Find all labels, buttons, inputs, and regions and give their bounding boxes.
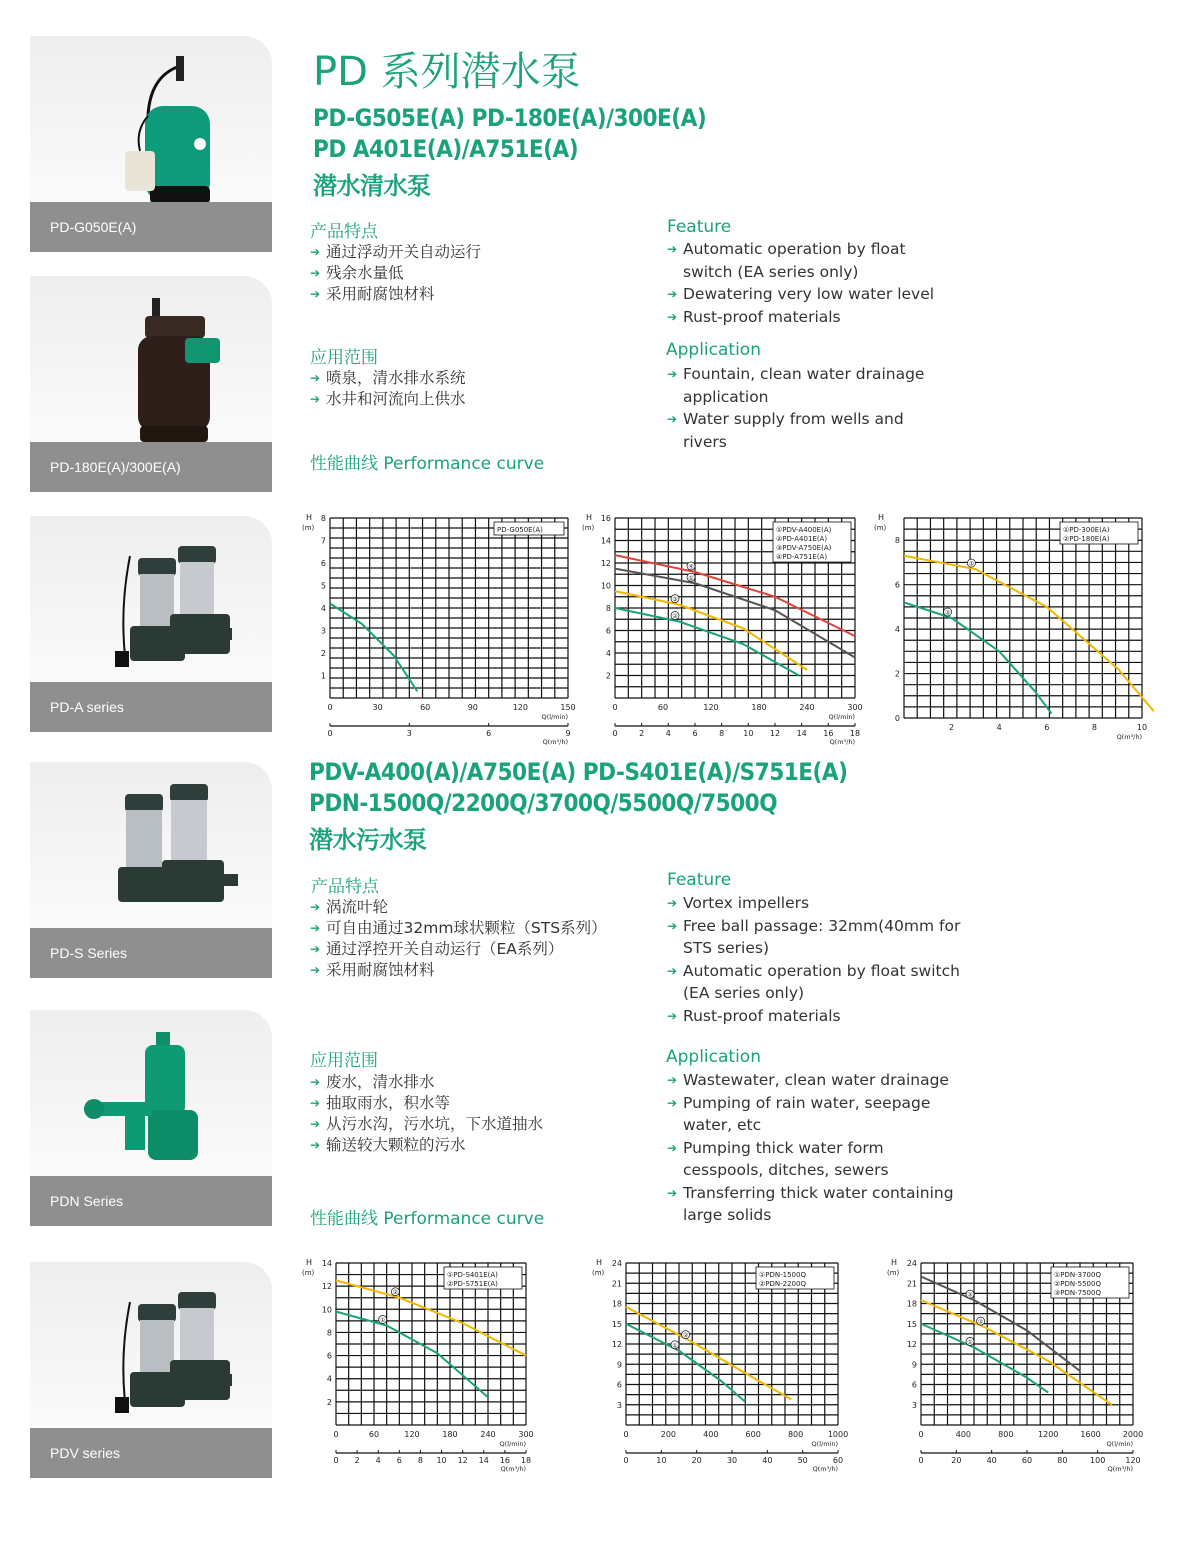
- x2-tick-label: 12: [457, 1456, 468, 1465]
- x2-tick-label: 12: [769, 729, 781, 738]
- y-tick-label: 9: [616, 1360, 622, 1370]
- product-card-label: PD-S Series: [30, 928, 272, 978]
- y-tick-label: 15: [611, 1319, 622, 1329]
- series-label: ③: [672, 596, 678, 604]
- y-tick-label: 6: [320, 559, 326, 568]
- y-tick-label: 6: [616, 1380, 622, 1390]
- x-axis-label: Q(l/min): [541, 713, 568, 721]
- x2-tick-label: 16: [499, 1456, 510, 1465]
- x2-tick-label: 2: [354, 1456, 360, 1465]
- product-card-pd-180e: [30, 276, 272, 492]
- y-tick-label: 7: [320, 536, 326, 546]
- x-axis-label: Q(l/min): [1106, 1440, 1133, 1448]
- x2-tick-label: 10: [436, 1456, 447, 1465]
- section2-feature-en-list: [667, 892, 977, 1027]
- pump-float-teal-icon: [30, 36, 272, 202]
- x-tick-label: 2: [949, 723, 955, 732]
- x-tick-label: 400: [703, 1430, 719, 1439]
- x-tick-label: 1600: [1080, 1430, 1101, 1439]
- chart-pd-180e-300e: [872, 510, 1147, 754]
- product-card-label: PD-180E(A)/300E(A): [30, 442, 272, 492]
- chart-svg: [590, 1255, 855, 1480]
- y-axis-unit: (m): [302, 1269, 315, 1277]
- x-tick-label: 0: [918, 1430, 924, 1439]
- series-label: ②: [977, 1318, 984, 1326]
- series-label: ④: [688, 563, 694, 571]
- x2-tick-label: 4: [665, 729, 671, 738]
- section1-feature-en-heading: Feature: [667, 217, 732, 237]
- section1-curve-heading: 性能曲线 Performance curve: [310, 454, 545, 474]
- list-item: ➔ 涡流叶轮: [310, 897, 607, 918]
- list-item: ➔ Pumping of rain water, seepage water, etc: [667, 1092, 957, 1137]
- x2-axis-label: Q(m³/h): [542, 738, 568, 746]
- x2-tick-label: 0: [612, 729, 618, 738]
- x2-tick-label: 4: [375, 1456, 381, 1465]
- legend-entry: ②PDN-5500Q: [1054, 1280, 1101, 1288]
- list-item: ➔ Wastewater, clean water drainage: [667, 1069, 957, 1092]
- list-item: ➔ Rust-proof materials: [667, 306, 937, 329]
- list-item: ➔ 喷泉，清水排水系统: [310, 368, 466, 389]
- list-item: ➔ Transferring thick water containing large solids: [667, 1182, 957, 1227]
- y-axis-unit: (m): [302, 524, 315, 532]
- section2-feature-cn-list: [310, 897, 607, 981]
- pump-pair-steel-icon: [30, 762, 272, 928]
- x-tick-label: 8: [1091, 723, 1097, 732]
- legend-entry: ③PDN-7500Q: [1054, 1289, 1101, 1297]
- legend-entry: ③PDV-A750E(A): [776, 544, 832, 552]
- product-card-label: PDV series: [30, 1428, 272, 1478]
- y-axis-label: H: [306, 513, 313, 522]
- list-item: ➔ 水井和河流向上供水: [310, 389, 466, 410]
- y-tick-label: 6: [894, 580, 900, 590]
- y-tick-label: 12: [321, 1282, 332, 1292]
- series-label: ②: [672, 613, 678, 620]
- x-tick-label: 30: [372, 703, 383, 712]
- x2-tick-label: 16: [823, 729, 834, 738]
- list-item: ➔ Water supply from wells and rivers: [667, 408, 937, 453]
- x2-tick-label: 60: [1021, 1456, 1033, 1465]
- series-label: ②: [682, 1332, 689, 1340]
- y-tick-label: 8: [326, 1328, 332, 1338]
- legend-entry: ①PD-300E(A): [1063, 526, 1110, 534]
- y-axis-unit: (m): [592, 1269, 605, 1277]
- x2-tick-label: 60: [832, 1456, 844, 1465]
- legend-entry: ①PDN-1500Q: [759, 1271, 806, 1279]
- x-tick-label: 200: [660, 1430, 677, 1439]
- x-tick-label: 240: [480, 1430, 496, 1439]
- y-tick-label: 14: [321, 1259, 332, 1268]
- y-tick-label: 2: [894, 669, 900, 679]
- list-item: ➔ Free ball passage: 32mm(40mm for STS series): [667, 915, 977, 960]
- y-tick-label: 3: [911, 1400, 917, 1410]
- list-item: ➔ Automatic operation by float switch (EA series only): [667, 960, 977, 1005]
- section2-model-line-1: PDV-A400(A)/A750E(A) PD-S401E(A)/S751E(A): [309, 758, 848, 786]
- x2-tick-label: 10: [656, 1456, 667, 1465]
- y-tick-label: 18: [906, 1299, 917, 1309]
- y-tick-label: 6: [326, 1351, 332, 1361]
- y-axis-label: H: [596, 1258, 603, 1267]
- x-tick-label: 0: [623, 1430, 629, 1439]
- x-tick-label: 300: [518, 1430, 534, 1439]
- y-tick-label: 4: [326, 1374, 332, 1384]
- y-tick-label: 9: [911, 1360, 917, 1370]
- x-axis-label: Q(m³/h): [1116, 733, 1142, 741]
- x2-axis-label: Q(m³/h): [1107, 1465, 1133, 1473]
- section1-feature-cn-list: [310, 242, 481, 305]
- series-label: ①: [968, 560, 975, 568]
- legend-entry: ①PD-S401E(A): [447, 1271, 498, 1279]
- x2-tick-label: 50: [797, 1456, 808, 1465]
- chart-pdn-3700-7500: [885, 1255, 1150, 1484]
- y-tick-label: 0: [894, 714, 900, 723]
- x2-tick-label: 20: [951, 1456, 962, 1465]
- chart-svg: [580, 510, 863, 750]
- x2-tick-label: 8: [719, 729, 725, 738]
- y-tick-label: 21: [611, 1279, 622, 1289]
- x-tick-label: 10: [1136, 723, 1148, 732]
- series-label: ①: [688, 574, 694, 582]
- x2-tick-label: 6: [486, 729, 492, 738]
- x2-tick-label: 0: [327, 729, 333, 738]
- y-tick-label: 8: [894, 536, 900, 546]
- page-title: PD 系列潜水泵: [313, 49, 581, 95]
- legend-entry: ①PDN-3700Q: [1054, 1271, 1101, 1279]
- y-tick-label: 12: [611, 1340, 622, 1349]
- pump-green-sewage-icon: [30, 1010, 272, 1176]
- y-tick-label: 3: [320, 626, 326, 636]
- x2-tick-label: 40: [986, 1456, 997, 1465]
- list-item: ➔ 采用耐腐蚀材料: [310, 284, 481, 305]
- section2-feature-cn-heading: 产品特点: [311, 877, 379, 897]
- list-item: ➔ 残余水量低: [310, 263, 481, 284]
- section1-feature-en-list: [667, 238, 937, 328]
- y-tick-label: 1: [320, 671, 326, 681]
- section2-model-line-3: 潜水污水泵: [309, 826, 427, 854]
- y-tick-label: 10: [600, 581, 611, 591]
- list-item: ➔ 通过浮控开关自动运行（EA系列）: [310, 939, 607, 960]
- legend-entry: ②PD-S751E(A): [447, 1280, 498, 1288]
- x2-tick-label: 0: [918, 1456, 924, 1465]
- x2-tick-label: 0: [333, 1456, 339, 1465]
- x2-axis-label: Q(m³/h): [829, 738, 855, 746]
- x2-tick-label: 0: [623, 1456, 629, 1465]
- x2-tick-label: 8: [417, 1456, 423, 1465]
- x-tick-label: 2000: [1122, 1430, 1144, 1439]
- y-tick-label: 12: [600, 559, 611, 568]
- y-tick-label: 14: [600, 536, 611, 546]
- section1-model-line-3: 潜水清水泵: [313, 172, 431, 200]
- legend-entry: ②PD-A401E(A): [776, 535, 828, 543]
- list-item: ➔ Rust-proof materials: [667, 1005, 977, 1028]
- x2-tick-label: 10: [743, 729, 754, 738]
- x-axis-label: Q(l/min): [499, 1440, 526, 1448]
- y-tick-label: 21: [906, 1279, 917, 1289]
- x2-tick-label: 18: [849, 729, 861, 738]
- x-tick-label: 0: [612, 703, 618, 712]
- y-tick-label: 6: [605, 626, 611, 636]
- product-card-label: PD-G050E(A): [30, 202, 272, 252]
- y-axis-unit: (m): [874, 524, 887, 532]
- x-tick-label: 0: [333, 1430, 339, 1439]
- list-item: ➔ Pumping thick water form cesspools, ditches, sewers: [667, 1137, 957, 1182]
- x-tick-label: 240: [799, 703, 815, 712]
- x-tick-label: 800: [787, 1430, 804, 1439]
- y-tick-label: 3: [616, 1400, 622, 1410]
- section1-model-line-2: PD A401E(A)/A751E(A): [313, 135, 579, 163]
- pump-pair-steel-icon: [30, 516, 272, 682]
- chart-svg: [300, 510, 575, 750]
- x2-tick-label: 9: [565, 729, 571, 738]
- x2-tick-label: 14: [478, 1456, 489, 1465]
- y-axis-unit: (m): [582, 524, 595, 532]
- x2-tick-label: 3: [406, 729, 412, 738]
- x-tick-label: 150: [560, 703, 576, 712]
- x-tick-label: 180: [751, 703, 767, 712]
- x2-tick-label: 40: [762, 1456, 773, 1465]
- series-label: ①: [672, 1342, 678, 1350]
- legend-entry: ①PDV-A400E(A): [776, 526, 832, 534]
- y-axis-label: H: [586, 513, 593, 522]
- x-axis-label: Q(l/min): [828, 713, 855, 721]
- x2-tick-label: 100: [1090, 1456, 1106, 1465]
- series-label: ②: [944, 609, 951, 617]
- chart-svg: [885, 1255, 1150, 1480]
- y-tick-label: 5: [320, 581, 326, 591]
- series-label: ③: [967, 1291, 973, 1299]
- product-card-pd-g050e: [30, 36, 272, 252]
- section1-app-en-list: [667, 363, 937, 453]
- x-tick-label: 400: [955, 1430, 972, 1439]
- series-line: [921, 1300, 1112, 1405]
- pump-pair-steel-icon: [30, 1262, 272, 1428]
- y-axis-label: H: [878, 513, 885, 522]
- x-axis-label: Q(l/min): [811, 1440, 838, 1448]
- section2-app-cn-heading: 应用范围: [310, 1051, 378, 1071]
- chart-pdn-1500-2200: [590, 1255, 855, 1484]
- y-tick-label: 2: [326, 1397, 332, 1407]
- list-item: ➔ Vortex impellers: [667, 892, 977, 915]
- series-label: ①: [967, 1338, 973, 1346]
- y-axis-unit: (m): [887, 1269, 900, 1277]
- x2-axis-label: Q(m³/h): [500, 1465, 526, 1473]
- x2-tick-label: 6: [396, 1456, 402, 1465]
- y-tick-label: 8: [605, 604, 611, 613]
- y-tick-label: 4: [320, 604, 326, 613]
- y-tick-label: 2: [605, 671, 611, 681]
- x2-tick-label: 2: [639, 729, 645, 738]
- section2-app-cn-list: [310, 1072, 543, 1156]
- y-tick-label: 24: [906, 1259, 917, 1268]
- y-axis-label: H: [891, 1258, 898, 1267]
- x-tick-label: 1200: [1038, 1430, 1059, 1439]
- x-tick-label: 600: [745, 1430, 761, 1439]
- x-tick-label: 300: [847, 703, 863, 712]
- list-item: ➔ 通过浮动开关自动运行: [310, 242, 481, 263]
- x-tick-label: 180: [442, 1430, 458, 1439]
- x-tick-label: 120: [703, 703, 719, 712]
- section1-app-cn-list: [310, 368, 466, 410]
- y-tick-label: 6: [911, 1380, 917, 1390]
- y-tick-label: 2: [320, 649, 326, 658]
- y-tick-label: 15: [906, 1319, 917, 1329]
- section1-feature-cn-heading: 产品特点: [310, 222, 378, 242]
- list-item: ➔ 抽取雨水，积水等: [310, 1093, 543, 1114]
- section1-app-en-heading: Application: [666, 340, 761, 360]
- pump-brown-icon: [30, 276, 272, 442]
- legend-entry: PD-G050E(A): [497, 526, 543, 534]
- list-item: ➔ 可自由通过32mm球状颗粒（STS系列）: [310, 918, 607, 939]
- x-tick-label: 4: [996, 723, 1002, 732]
- product-card-pdv: [30, 1262, 272, 1478]
- x-tick-label: 60: [368, 1430, 380, 1439]
- x-tick-label: 90: [467, 703, 478, 712]
- x2-axis-label: Q(m³/h): [812, 1465, 838, 1473]
- x2-tick-label: 6: [692, 729, 698, 738]
- list-item: ➔ Automatic operation by float switch (EA series only): [667, 238, 937, 283]
- series-line: [626, 1307, 791, 1399]
- section2-app-en-list: [667, 1069, 957, 1227]
- legend-entry: ②PD-180E(A): [1063, 535, 1110, 543]
- section2-model-line-2: PDN-1500Q/2200Q/3700Q/5500Q/7500Q: [309, 789, 778, 817]
- y-tick-label: 4: [605, 649, 611, 658]
- y-tick-label: 4: [894, 625, 900, 635]
- series-label: ①: [379, 1316, 386, 1324]
- y-tick-label: 24: [611, 1259, 622, 1268]
- x2-tick-label: 18: [520, 1456, 532, 1465]
- list-item: ➔ 采用耐腐蚀材料: [310, 960, 607, 981]
- section2-curve-heading: 性能曲线 Performance curve: [310, 1209, 545, 1229]
- chart-pd-g050e: [300, 510, 575, 754]
- x-tick-label: 0: [327, 703, 333, 712]
- list-item: ➔ 输送较大颗粒的污水: [310, 1135, 543, 1156]
- chart-pd-s-series: [300, 1255, 540, 1484]
- chart-grid: [330, 518, 568, 698]
- x2-tick-label: 80: [1057, 1456, 1068, 1465]
- x-tick-label: 60: [420, 703, 431, 712]
- legend-entry: ④PD-A751E(A): [776, 553, 828, 561]
- product-card-label: PDN Series: [30, 1176, 272, 1226]
- x2-tick-label: 120: [1125, 1456, 1141, 1465]
- chart-grid: [904, 518, 1142, 718]
- series-label: ②: [392, 1289, 399, 1297]
- chart-pd-a-series: [580, 510, 863, 754]
- x-tick-label: 120: [404, 1430, 420, 1439]
- x2-tick-label: 30: [726, 1456, 738, 1465]
- x-tick-label: 800: [998, 1430, 1014, 1439]
- series-line: [904, 556, 1154, 712]
- section1-app-cn-heading: 应用范围: [310, 348, 378, 368]
- x-tick-label: 1000: [827, 1430, 849, 1439]
- y-tick-label: 16: [600, 514, 611, 523]
- x-tick-label: 60: [657, 703, 669, 712]
- section1-model-line-1: PD-G505E(A) PD-180E(A)/300E(A): [313, 104, 707, 132]
- list-item: ➔ Dewatering very low water level: [667, 283, 937, 306]
- section2-app-en-heading: Application: [666, 1047, 761, 1067]
- product-card-pdn: [30, 1010, 272, 1226]
- y-tick-label: 10: [321, 1305, 332, 1315]
- chart-svg: [300, 1255, 540, 1480]
- product-card-label: PD-A series: [30, 682, 272, 732]
- y-tick-label: 12: [906, 1340, 917, 1349]
- y-tick-label: 18: [611, 1299, 622, 1309]
- list-item: ➔ Fountain, clean water drainage application: [667, 363, 937, 408]
- product-card-pd-s: [30, 762, 272, 978]
- y-axis-label: H: [306, 1258, 313, 1267]
- list-item: ➔ 废水，清水排水: [310, 1072, 543, 1093]
- x-tick-label: 6: [1044, 723, 1050, 732]
- x-tick-label: 120: [512, 703, 529, 712]
- list-item: ➔ 从污水沟，污水坑，下水道抽水: [310, 1114, 543, 1135]
- x2-tick-label: 14: [796, 729, 807, 738]
- legend-entry: ②PDN-2200Q: [759, 1280, 806, 1288]
- section2-feature-en-heading: Feature: [667, 870, 732, 890]
- x2-tick-label: 20: [691, 1456, 702, 1465]
- product-card-pd-a: [30, 516, 272, 732]
- y-tick-label: 8: [320, 514, 326, 523]
- chart-svg: [872, 510, 1147, 750]
- series-line: [904, 602, 1052, 713]
